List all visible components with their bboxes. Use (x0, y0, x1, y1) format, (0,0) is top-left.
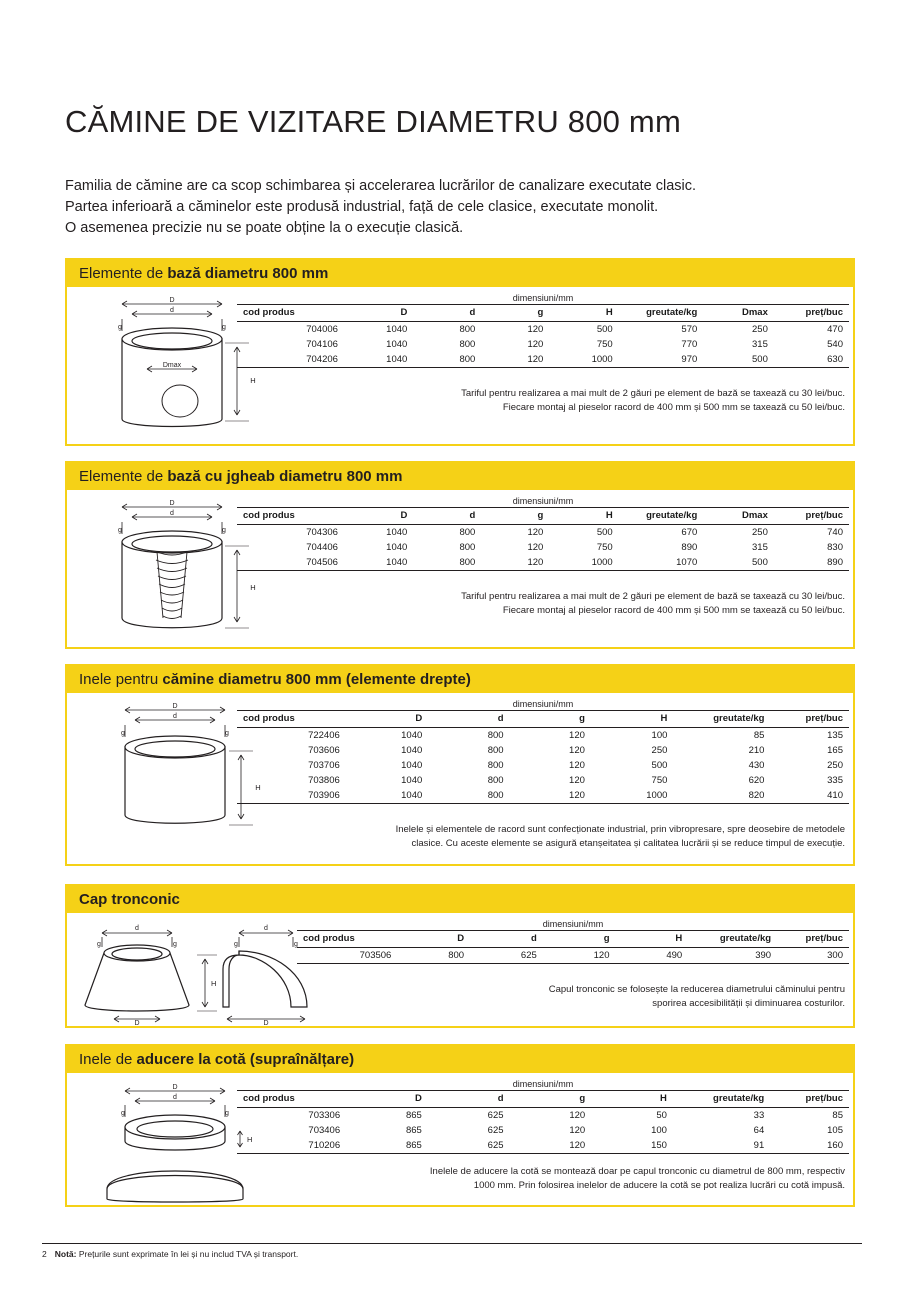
svg-text:D: D (263, 1020, 269, 1026)
section-header (67, 463, 853, 490)
section-note (237, 387, 845, 415)
col-d: d (428, 1091, 510, 1108)
table-row (237, 743, 849, 758)
cell-d: 800 (487, 745, 504, 756)
cell-g: 120 (527, 527, 544, 538)
col-pret: preț/buc (777, 931, 849, 948)
cell-greutate: 390 (688, 948, 777, 964)
table-header-row (237, 711, 849, 728)
table-row (237, 322, 849, 338)
col-D: D (346, 1091, 428, 1108)
col-pret: preț/buc (774, 305, 849, 322)
cell-pret: 105 (827, 1125, 843, 1136)
svg-text:g: g (222, 324, 226, 331)
table-header-row (297, 931, 849, 948)
col-cod-produs: cod produs (237, 508, 344, 525)
svg-text:g: g (118, 324, 122, 331)
cell-D: 1040 (386, 339, 408, 350)
section-title-plain: Inele de (79, 1051, 137, 1068)
table-elemente-baza (237, 293, 849, 368)
section-title-bold: aducere la cotă (supraînălțare) (136, 1051, 355, 1068)
svg-text:H: H (247, 1135, 253, 1144)
note-line: clasice. Cu aceste elemente se asigură etanșeitatea și calitatea lucrării și se reduce timpul de execuție. (411, 838, 845, 849)
cell-greutate: 430 (748, 760, 765, 771)
cell-cod: 722406 (308, 730, 340, 741)
table-row (237, 555, 849, 571)
section-title-bold: bază diametru 800 mm (167, 265, 329, 282)
cell-greutate: 91 (673, 1138, 770, 1154)
col-d: d (413, 305, 481, 322)
cell-D: 1040 (401, 760, 423, 771)
table-inele-aducere-cota (237, 1079, 849, 1154)
cell-greutate: 85 (753, 730, 765, 741)
cell-greutate: 820 (673, 788, 770, 804)
table-row (237, 540, 849, 555)
svg-text:g: g (97, 941, 101, 948)
svg-text:g: g (121, 1110, 125, 1117)
cell-H: 100 (651, 730, 668, 741)
cell-d: 800 (459, 324, 476, 335)
section-note (247, 823, 845, 851)
cell-g: 120 (569, 760, 585, 771)
table-header-row (237, 508, 849, 525)
cell-cod: 703606 (308, 745, 340, 756)
col-g: g (481, 508, 549, 525)
table-row (237, 788, 849, 804)
cell-pret: 165 (827, 745, 843, 756)
table-row (237, 728, 849, 744)
note-line: sporirea accesibilității și diminuarea costurilor. (652, 998, 845, 1009)
col-H: H (591, 1091, 673, 1108)
cell-d: 800 (487, 730, 504, 741)
note-line: 1000 mm. Prin folosirea inelelor de aducere la cotă se pot realiza lucrări cu cotă impusă. (473, 1180, 845, 1191)
cell-cod: 704406 (306, 542, 338, 553)
section-title-plain: Inele pentru (79, 671, 163, 688)
cell-D: 1040 (386, 324, 408, 335)
table-caption: dimensiuni/mm (512, 699, 574, 709)
col-greutate: greutate/kg (619, 508, 704, 525)
cell-Dmax: 250 (752, 527, 768, 538)
cell-greutate: 890 (681, 542, 698, 553)
cell-greutate: 970 (619, 352, 704, 368)
cell-H: 150 (591, 1138, 673, 1154)
cell-g: 120 (527, 339, 544, 350)
cell-cod: 704006 (306, 324, 338, 335)
svg-text:H: H (255, 783, 261, 792)
col-pret: preț/buc (774, 508, 849, 525)
cell-H: 1000 (549, 555, 618, 571)
section-body (67, 693, 853, 864)
col-g: g (510, 1091, 592, 1108)
svg-text:d: d (173, 713, 177, 720)
cell-d: 800 (413, 352, 481, 368)
cell-greutate: 210 (748, 745, 765, 756)
cell-H: 750 (596, 542, 613, 553)
cell-H: 750 (596, 339, 613, 350)
cell-greutate: 570 (681, 324, 698, 335)
cell-pret: 830 (827, 542, 843, 553)
cell-cod: 710206 (237, 1138, 346, 1154)
cell-pret: 335 (827, 775, 843, 786)
cell-d: 800 (487, 760, 504, 771)
table-row (297, 948, 849, 964)
svg-text:d: d (170, 510, 174, 517)
svg-text:d: d (264, 925, 268, 932)
section-title-bold: bază cu jgheab diametru 800 mm (167, 468, 403, 485)
cell-d: 800 (459, 542, 476, 553)
svg-text:H: H (250, 376, 256, 385)
cell-cod: 703806 (308, 775, 340, 786)
col-greutate: greutate/kg (673, 711, 770, 728)
table-inele-camine (237, 699, 849, 804)
intro-line-2: Partea inferioară a căminelor este produsă industrial, față de cele clasice, executate monolit. (65, 199, 659, 215)
cell-cod: 703906 (237, 788, 346, 804)
table-caption: dimensiuni/mm (512, 293, 574, 303)
table-row (237, 1108, 849, 1124)
cell-greutate: 33 (753, 1110, 765, 1121)
cell-D: 1040 (401, 745, 423, 756)
cell-g: 120 (510, 788, 591, 804)
cell-Dmax: 315 (752, 542, 768, 553)
cell-D: 865 (405, 1110, 422, 1121)
cell-g: 120 (569, 745, 585, 756)
cell-d: 625 (428, 1138, 510, 1154)
cell-H: 490 (616, 948, 689, 964)
cell-Dmax: 500 (703, 555, 774, 571)
section-note (282, 1165, 845, 1193)
cell-pret: 410 (770, 788, 849, 804)
svg-text:D: D (134, 1020, 140, 1026)
page-title: CĂMINE DE VIZITARE DIAMETRU 800 mm (65, 104, 681, 139)
cell-pret: 470 (827, 324, 843, 335)
cell-H: 100 (651, 1125, 667, 1136)
col-d: d (470, 931, 543, 948)
table-caption: dimensiuni/mm (542, 919, 604, 929)
cell-greutate: 670 (681, 527, 698, 538)
cell-pret: 160 (770, 1138, 849, 1154)
cell-cod: 704206 (237, 352, 344, 368)
cell-H: 750 (651, 775, 668, 786)
col-d: d (428, 711, 509, 728)
cell-H: 500 (596, 527, 613, 538)
cell-d: 800 (459, 527, 476, 538)
col-g: g (543, 931, 616, 948)
cell-pret: 250 (827, 760, 843, 771)
cell-g: 120 (569, 775, 585, 786)
svg-text:g: g (121, 730, 125, 737)
col-Dmax: Dmax (703, 305, 774, 322)
cell-H: 500 (596, 324, 613, 335)
note-line: Fiecare montaj al pieselor racord de 400 mm și 500 mm se taxează cu 50 lei/buc. (502, 605, 845, 616)
cell-d: 800 (413, 555, 481, 571)
cell-greutate: 64 (753, 1125, 765, 1136)
cell-D: 1040 (344, 555, 413, 571)
cell-pret: 135 (827, 730, 843, 741)
table-caption: dimensiuni/mm (512, 496, 574, 506)
cell-D: 865 (346, 1138, 428, 1154)
table-row (237, 773, 849, 788)
svg-text:g: g (294, 941, 298, 948)
note-line: Tariful pentru realizarea a mai mult de 2 găuri pe element de bază se taxează cu 30 lei/buc. (461, 388, 845, 399)
cell-D: 1040 (401, 775, 423, 786)
svg-text:d: d (173, 1094, 177, 1101)
section-header (67, 260, 853, 287)
intro-paragraph (65, 176, 855, 239)
note-line: Capul tronconic se folosește la reducerea diametrului căminului pentru (548, 984, 845, 995)
section-body (67, 287, 853, 444)
cell-cod: 703506 (297, 948, 397, 964)
cell-g: 120 (569, 730, 585, 741)
cell-D: 865 (405, 1125, 422, 1136)
table-row (237, 337, 849, 352)
table-row (237, 352, 849, 368)
cell-cod: 703406 (308, 1125, 341, 1136)
note-line: Tariful pentru realizarea a mai mult de 2 găuri pe element de bază se taxează cu 30 lei/buc. (461, 591, 845, 602)
cell-cod: 704306 (306, 527, 338, 538)
col-cod-produs: cod produs (237, 305, 344, 322)
section-inele-aducere-cota (65, 1044, 855, 1207)
cell-H: 50 (656, 1110, 667, 1121)
cell-greutate: 770 (681, 339, 698, 350)
cell-Dmax: 315 (752, 339, 768, 350)
section-header (67, 666, 853, 693)
cell-g: 120 (569, 1110, 586, 1121)
col-H: H (549, 508, 618, 525)
table-row (237, 758, 849, 773)
svg-text:g: g (225, 730, 229, 737)
section-body (67, 1073, 853, 1205)
col-D: D (344, 305, 413, 322)
cell-d: 800 (428, 788, 509, 804)
intro-line-3: O asemenea precizie nu se poate obține la o execuție clasică. (65, 220, 464, 236)
col-d: d (413, 508, 481, 525)
cell-pret: 630 (774, 352, 849, 368)
svg-text:d: d (135, 925, 139, 932)
svg-text:H: H (250, 583, 256, 592)
section-title-plain: Elemente de (79, 265, 168, 282)
cell-H: 500 (651, 760, 668, 771)
svg-text:g: g (222, 527, 226, 534)
section-inele-camine (65, 664, 855, 866)
svg-text:g: g (225, 1110, 229, 1117)
svg-text:g: g (234, 941, 238, 948)
section-note (237, 590, 845, 618)
note-line: Fiecare montaj al pieselor racord de 400 mm și 500 mm se taxează cu 50 lei/buc. (502, 402, 845, 413)
cell-pret: 890 (774, 555, 849, 571)
cell-pret: 540 (827, 339, 843, 350)
cell-cod: 703706 (308, 760, 340, 771)
cell-greutate: 1070 (619, 555, 704, 571)
svg-text:D: D (172, 703, 178, 710)
page-footer (42, 1243, 862, 1259)
cell-g: 120 (569, 1125, 586, 1136)
cell-D: 1040 (344, 352, 413, 368)
note-line: Inelele și elementele de racord sunt confecționate industrial, prin vibropresare, spre deosebire de metodele (395, 824, 845, 835)
cell-Dmax: 500 (703, 352, 774, 368)
col-D: D (346, 711, 429, 728)
col-greutate: greutate/kg (619, 305, 704, 322)
table-caption: dimensiuni/mm (512, 1079, 574, 1089)
note-line: Inelele de aducere la cotă se montează doar pe capul tronconic cu diametrul de 800 mm, respectiv (429, 1166, 845, 1177)
cell-cod: 704106 (306, 339, 338, 350)
cell-Dmax: 250 (752, 324, 768, 335)
cell-d: 625 (487, 1110, 504, 1121)
table-header-row (237, 1091, 849, 1108)
cell-pret: 740 (827, 527, 843, 538)
cell-d: 800 (487, 775, 504, 786)
section-header (67, 1046, 853, 1073)
cell-g: 120 (527, 324, 544, 335)
col-greutate: greutate/kg (688, 931, 777, 948)
col-cod-produs: cod produs (237, 1091, 346, 1108)
svg-text:D: D (172, 1084, 178, 1091)
cell-H: 1000 (591, 788, 674, 804)
col-H: H (549, 305, 618, 322)
col-D: D (397, 931, 470, 948)
cell-H: 1000 (549, 352, 618, 368)
section-title-bold: cămine diametru 800 mm (elemente drepte) (162, 671, 471, 688)
table-elemente-baza-jgheab (237, 496, 849, 571)
cell-H: 250 (651, 745, 668, 756)
cell-g: 120 (510, 1138, 592, 1154)
col-H: H (616, 931, 689, 948)
footer-text: Prețurile sunt exprimate în lei și nu includ TVA și transport. (78, 1249, 299, 1259)
table-row (237, 1138, 849, 1154)
cell-cod: 704506 (237, 555, 344, 571)
cell-g: 120 (481, 555, 549, 571)
svg-text:g: g (118, 527, 122, 534)
section-header (67, 886, 853, 913)
section-note (307, 983, 845, 1011)
cell-g: 120 (481, 352, 549, 368)
table-cap-tronconic (297, 919, 849, 964)
cell-pret: 300 (777, 948, 849, 964)
col-greutate: greutate/kg (673, 1091, 770, 1108)
cell-d: 800 (459, 339, 476, 350)
col-D: D (344, 508, 413, 525)
cell-D: 1040 (386, 542, 408, 553)
section-body (67, 913, 853, 1026)
section-title-plain: Elemente de (79, 468, 168, 485)
cell-g: 120 (543, 948, 616, 964)
intro-line-1: Familia de cămine are ca scop schimbarea și accelerarea lucrărilor de canalizare executate clasic. (65, 178, 697, 194)
cell-D: 1040 (346, 788, 429, 804)
cell-pret: 85 (832, 1110, 843, 1121)
section-body (67, 490, 853, 647)
cell-D: 800 (397, 948, 470, 964)
section-elemente-baza (65, 258, 855, 446)
cell-g: 120 (527, 542, 544, 553)
col-pret: preț/buc (770, 1091, 849, 1108)
svg-text:d: d (170, 307, 174, 314)
col-H: H (591, 711, 674, 728)
col-g: g (481, 305, 549, 322)
footer-label: Notă: (54, 1249, 77, 1259)
table-header-row (237, 305, 849, 322)
table-row (237, 525, 849, 541)
page-number: 2 (42, 1249, 47, 1259)
cell-cod: 703306 (308, 1110, 341, 1121)
svg-text:H: H (211, 979, 217, 988)
col-cod-produs: cod produs (297, 931, 397, 948)
col-cod-produs: cod produs (237, 711, 346, 728)
svg-text:Dmax: Dmax (162, 362, 182, 369)
cell-d: 625 (487, 1125, 504, 1136)
cell-d: 625 (470, 948, 543, 964)
table-row (237, 1123, 849, 1138)
svg-text:D: D (169, 500, 175, 507)
figure-cap-tronconic (77, 921, 317, 1026)
section-title-bold: Cap tronconic (79, 891, 180, 908)
section-elemente-baza-jgheab (65, 461, 855, 649)
cell-D: 1040 (401, 730, 423, 741)
svg-text:D: D (169, 297, 175, 304)
col-Dmax: Dmax (703, 508, 774, 525)
cell-greutate: 620 (748, 775, 765, 786)
svg-text:g: g (173, 941, 177, 948)
col-pret: preț/buc (770, 711, 849, 728)
cell-D: 1040 (386, 527, 408, 538)
section-cap-tronconic (65, 884, 855, 1028)
col-g: g (510, 711, 591, 728)
